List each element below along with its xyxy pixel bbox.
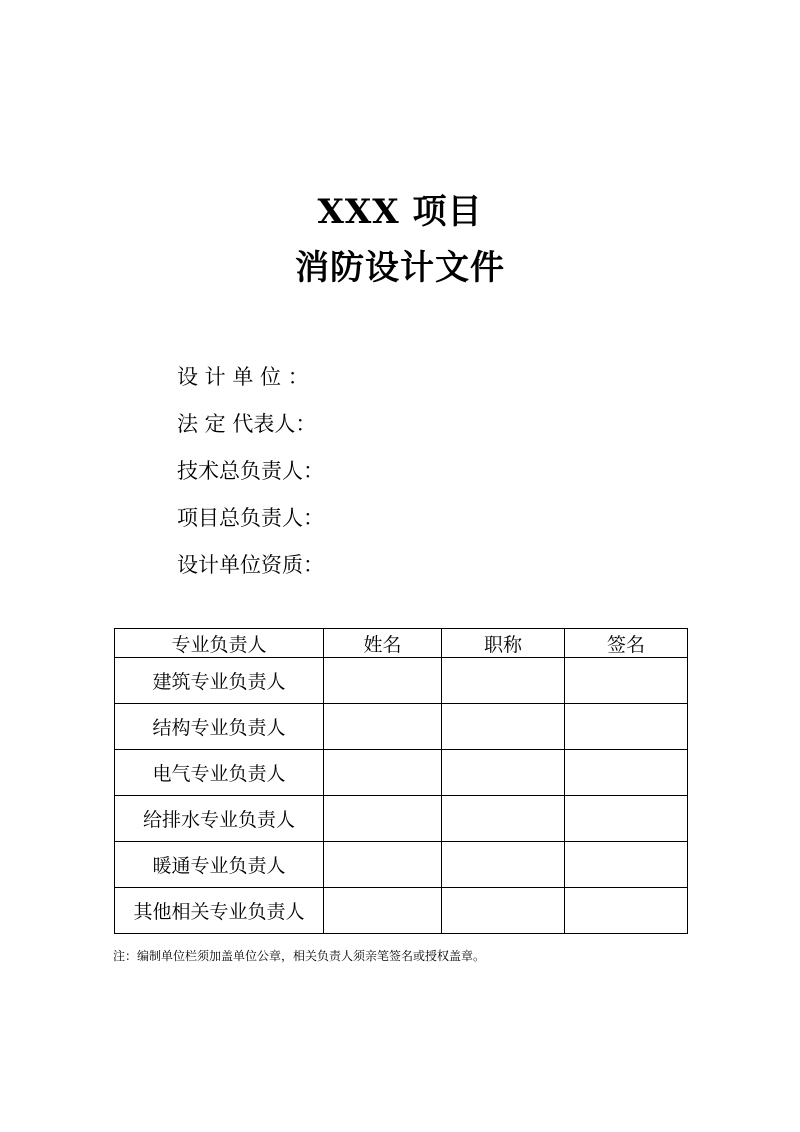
signature-cell bbox=[565, 704, 688, 750]
info-fields bbox=[177, 360, 324, 595]
table-row bbox=[115, 842, 688, 888]
name-cell bbox=[324, 704, 442, 750]
title-project-name: XXX 项目 bbox=[317, 192, 483, 232]
signature-cell bbox=[565, 888, 688, 934]
name-cell bbox=[324, 842, 442, 888]
footnote: 注：编制单位栏须加盖单位公章，相关负责人须亲笔签名或授权盖章。 bbox=[113, 949, 486, 963]
table-row bbox=[115, 704, 688, 750]
legal-representative-label: 法 定 代表人： bbox=[177, 412, 317, 436]
role-cell: 给排水专业负责人 bbox=[115, 796, 324, 842]
table-header-row bbox=[115, 629, 688, 658]
name-cell bbox=[324, 888, 442, 934]
table-row bbox=[115, 888, 688, 934]
signature-cell bbox=[565, 658, 688, 704]
header-signature: 签名 bbox=[565, 629, 688, 658]
signature-cell bbox=[565, 842, 688, 888]
design-unit-label: 设 计 单 位 ： bbox=[177, 365, 309, 389]
name-cell bbox=[324, 658, 442, 704]
name-cell bbox=[324, 796, 442, 842]
title-cell bbox=[442, 796, 565, 842]
role-cell: 电气专业负责人 bbox=[115, 750, 324, 796]
title-cell bbox=[442, 704, 565, 750]
header-role: 专业负责人 bbox=[115, 629, 324, 658]
design-qualification-label: 设计单位资质： bbox=[177, 553, 324, 577]
role-cell: 其他相关专业负责人 bbox=[115, 888, 324, 934]
role-cell: 暖通专业负责人 bbox=[115, 842, 324, 888]
signature-cell bbox=[565, 796, 688, 842]
header-name: 姓名 bbox=[324, 629, 442, 658]
table-row bbox=[115, 796, 688, 842]
title-cell bbox=[442, 658, 565, 704]
table-row bbox=[115, 658, 688, 704]
role-cell: 建筑专业负责人 bbox=[115, 658, 324, 704]
signoff-table bbox=[114, 628, 688, 934]
table-row bbox=[115, 750, 688, 796]
project-director-label: 项目总负责人： bbox=[177, 506, 324, 530]
document-title bbox=[0, 184, 800, 296]
name-cell bbox=[324, 750, 442, 796]
title-document-type: 消防设计文件 bbox=[295, 248, 505, 288]
title-cell bbox=[442, 888, 565, 934]
technical-director-label: 技术总负责人： bbox=[177, 459, 324, 483]
title-cell bbox=[442, 750, 565, 796]
title-cell bbox=[442, 842, 565, 888]
signature-cell bbox=[565, 750, 688, 796]
role-cell: 结构专业负责人 bbox=[115, 704, 324, 750]
header-title: 职称 bbox=[442, 629, 565, 658]
